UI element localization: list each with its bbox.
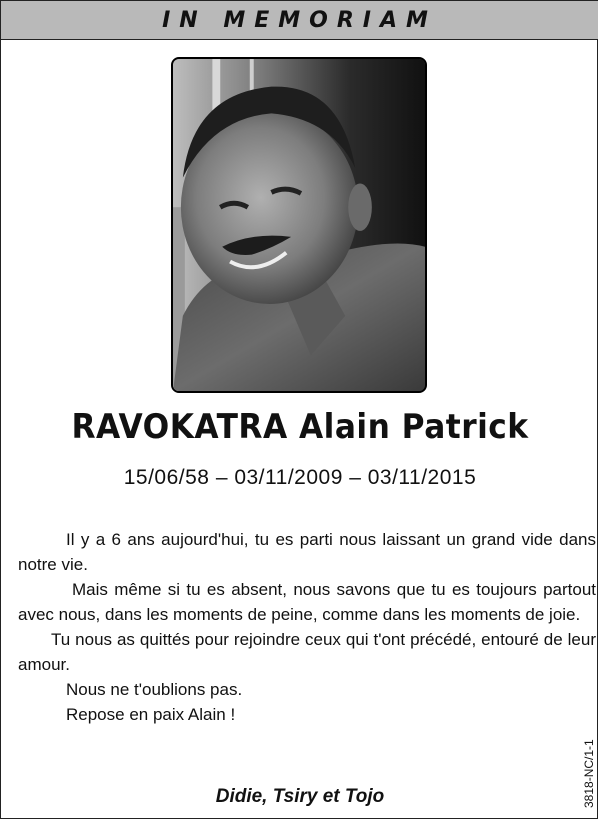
memorial-dates: 15/06/58 – 03/11/2009 – 03/11/2015 — [123, 466, 477, 489]
message-paragraph-3: Tu nous as quittés pour rejoindre ceux qui t'ont précédé, entouré de leur amour. — [18, 630, 596, 674]
message-paragraph-5: Repose en paix Alain ! — [66, 705, 236, 724]
header-title: IN MEMORIAM — [162, 7, 437, 33]
portrait-image — [173, 59, 425, 391]
signature: Didie, Tsiry et Tojo — [215, 786, 385, 807]
message-paragraph-4: Nous ne t'oublions pas. — [66, 680, 243, 699]
memorial-message — [18, 527, 596, 727]
deceased-name: RAVOKATRA Alain Patrick — [71, 407, 529, 447]
portrait-photo — [171, 57, 427, 393]
header-banner — [1, 1, 598, 40]
reference-code: 3818-NC/1-1 — [582, 739, 596, 808]
message-paragraph-2: Mais même si tu es absent, nous savons que tu es toujours partout avec nous, dans les moments de peine, comme dans les moments de joie. — [18, 580, 596, 624]
message-paragraph-1: Il y a 6 ans aujourd'hui, tu es parti nous laissant un grand vide dans notre vie. — [18, 530, 596, 574]
